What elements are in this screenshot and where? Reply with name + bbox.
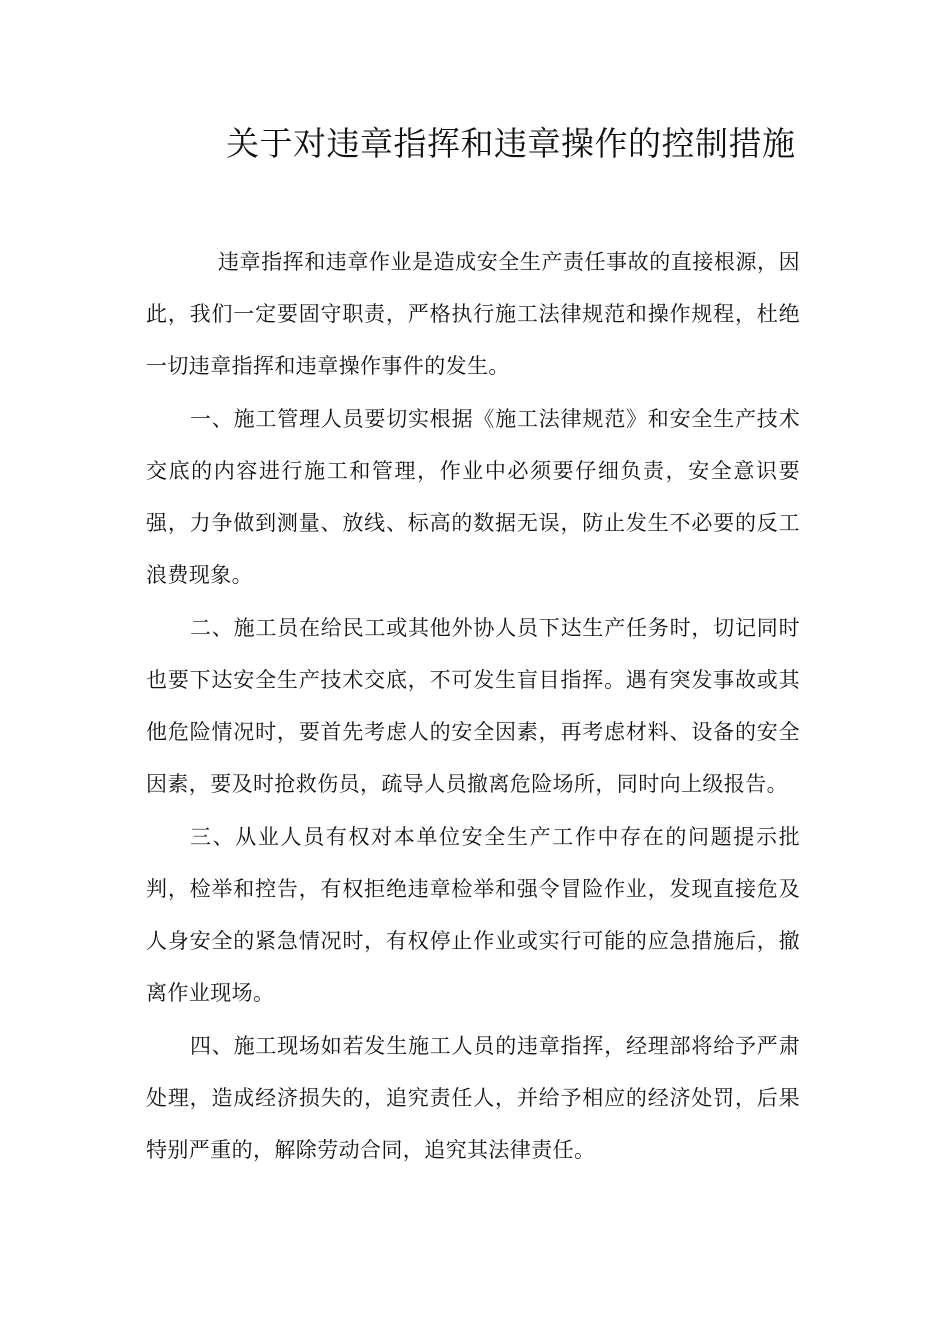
document-title: 关于对违章指挥和违章操作的控制措施 (226, 124, 796, 163)
paragraph-item-3: 三、从业人员有权对本单位安全生产工作中存在的问题提示批判，检举和控告，有权拒绝违章检举和强令冒险作业，发现直接危及人身安全的紧急情况时，有权停止作业或实行可能的应急措施后，撤离作业现场。 (146, 825, 800, 1005)
paragraph-item-1: 一、施工管理人员要切实根据《施工法律规范》和安全生产技术交底的内容进行施工和管理，作业中必须要仔细负责，安全意识要强，力争做到测量、放线、标高的数据无误，防止发生不必要的反工浪费现象。 (146, 407, 800, 587)
document-body (146, 236, 800, 1177)
paragraph-item-2: 二、施工员在给民工或其他外协人员下达生产任务时，切记同时也要下达安全生产技术交底，不可发生盲目指挥。遇有突发事故或其他危险情况时，要首先考虑人的安全因素，再考虑材料、设备的安全因素，要及时抢救伤员，疏导人员撤离危险场所，同时向上级报告。 (146, 616, 800, 796)
paragraph-intro: 违章指挥和违章作业是造成安全生产责任事故的直接根源，因此，我们一定要固守职责，严格执行施工法律规范和操作规程，杜绝一切违章指挥和违章操作事件的发生。 (146, 250, 800, 378)
paragraph-item-4: 四、施工现场如若发生施工人员的违章指挥，经理部将给予严肃处理，造成经济损失的，追究责任人，并给予相应的经济处罚，后果特别严重的，解除劳动合同，追究其法律责任。 (146, 1034, 800, 1162)
